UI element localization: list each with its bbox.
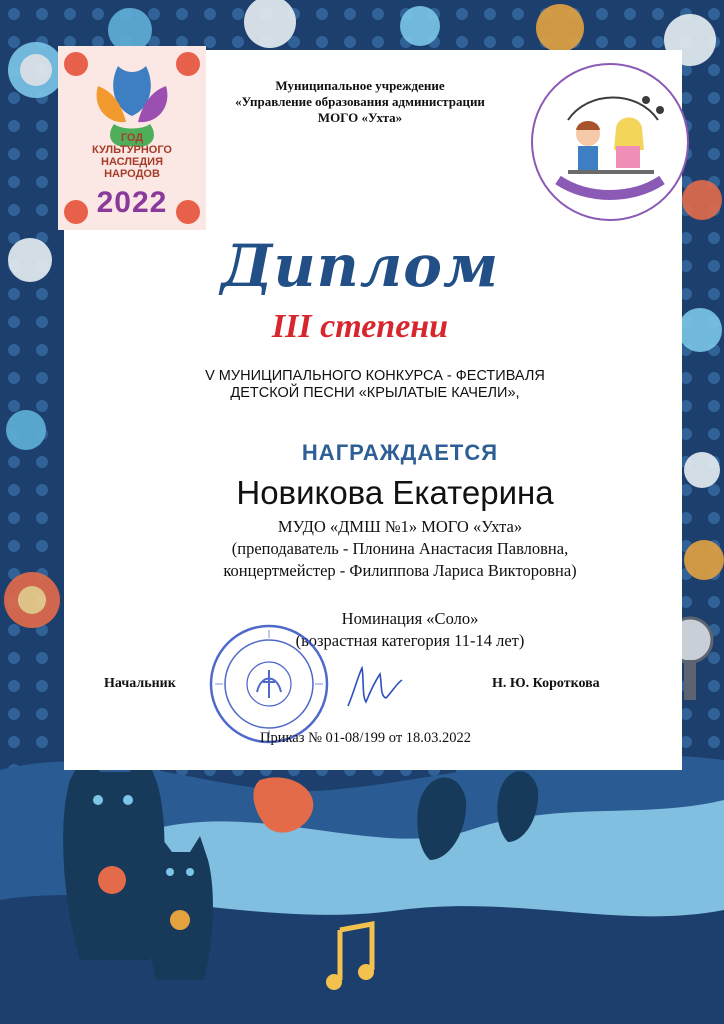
diploma-title: Диплом	[220, 232, 500, 300]
signatory-name: Н. Ю. Короткова	[492, 676, 600, 691]
school-line: концертмейстер - Филиппова Лариса Викторовна)	[223, 561, 577, 580]
signatory-role: Начальник	[104, 676, 176, 691]
logo-year-line: НАРОДОВ	[104, 168, 160, 180]
festival-logo	[528, 60, 692, 224]
contest-line: ДЕТСКОЙ ПЕСНИ «КРЫЛАТЫЕ КАЧЕЛИ»,	[230, 385, 520, 401]
official-stamp	[207, 622, 331, 746]
logo-year-line: КУЛЬТУРНОГО	[92, 144, 172, 156]
awarded-label: НАГРАЖДАЕТСЯ	[301, 440, 499, 465]
organization-line: МОГО «Ухта»	[317, 110, 403, 125]
nomination-line: (возрастная категория 11-14 лет)	[295, 631, 525, 650]
school-line: МУДО «ДМШ №1» МОГО «Ухта»	[277, 517, 523, 536]
recipient-name: Новикова Екатерина	[236, 474, 554, 511]
logo-year-number: 2022	[96, 186, 168, 219]
handwritten-signature	[340, 662, 410, 712]
nomination-line: Номинация «Соло»	[341, 609, 479, 628]
order-reference: Приказ № 01-08/199 от 18.03.2022	[260, 730, 472, 746]
organization-line: «Управление образования администрации	[235, 94, 485, 109]
contest-name	[140, 368, 610, 402]
diploma-degree: III степени	[271, 308, 449, 345]
school-info	[150, 516, 650, 582]
school-line: (преподаватель - Плонина Анастасия Павловна,	[231, 539, 569, 558]
contest-line: V МУНИЦИПАЛЬНОГО КОНКУРСА - ФЕСТИВАЛЯ	[205, 368, 545, 384]
logo-year-line: ГОД	[120, 132, 144, 144]
organization-line: Муниципальное учреждение	[275, 78, 445, 93]
logo-year-line: НАСЛЕДИЯ	[101, 156, 163, 168]
logo-year-caption	[58, 132, 206, 180]
organization-header	[230, 78, 490, 126]
